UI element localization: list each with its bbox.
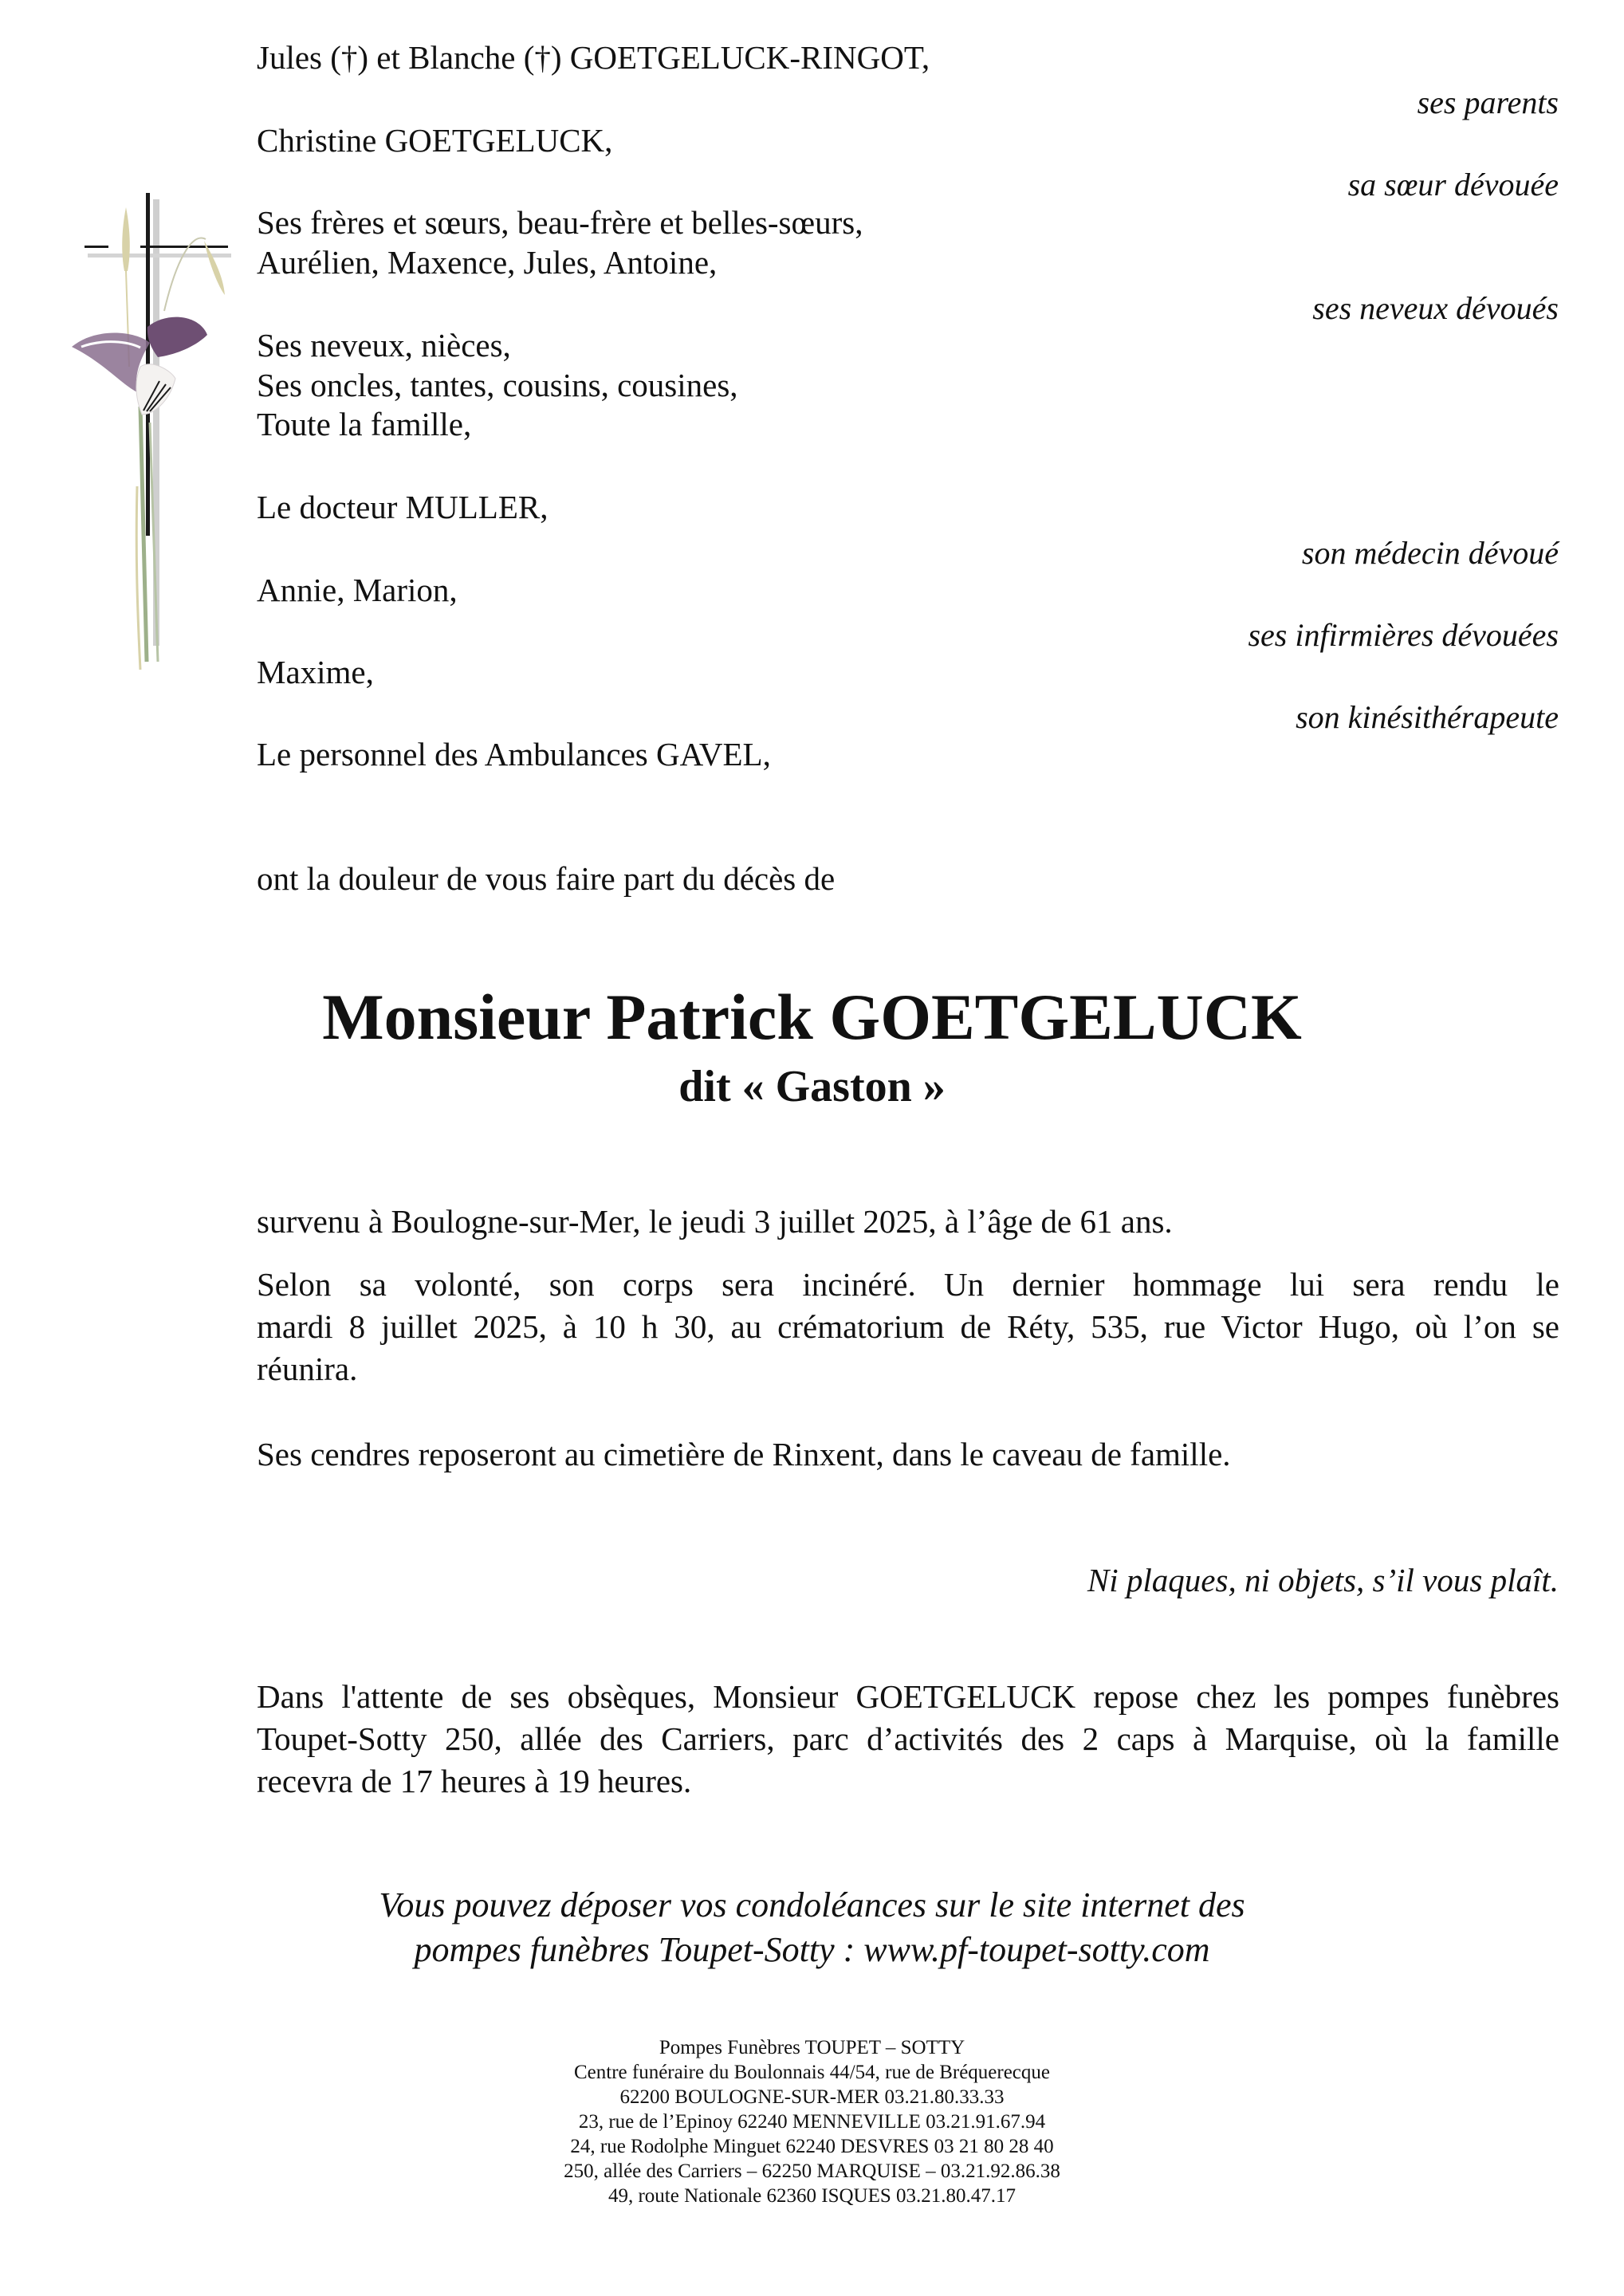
family-line-ambulances: Le personnel des Ambulances GAVEL, <box>257 736 771 773</box>
lily-stem <box>140 407 147 662</box>
cross-horizontal-left <box>85 246 108 248</box>
footer-line: 62200 BOULOGNE-SUR-MER 03.21.80.33.33 <box>619 2086 1005 2108</box>
deceased-name: Monsieur Patrick GOETGELUCK <box>322 981 1302 1053</box>
footer-line: Centre funéraire du Boulonnais 44/54, rue de Bréquerecque <box>573 2062 1050 2083</box>
condolences-line-1: Vous pouvez déposer vos condoléances sur le site internet des <box>379 1885 1245 1924</box>
footer-line: 23, rue de l’Epinoy 62240 MENNEVILLE 03.21.91.67.94 <box>578 2111 1046 2133</box>
relation-physio: son kinésithérapeute <box>1296 699 1559 735</box>
ashes-text: Ses cendres reposeront au cimetière de Rinxent, dans le caveau de famille. <box>257 1436 1231 1472</box>
repose-paragraph <box>257 1676 1559 1803</box>
ceremony-paragraph <box>257 1264 1559 1390</box>
footer-line: 49, route Nationale 62360 ISQUES 03.21.80.47.17 <box>608 2185 1016 2207</box>
relation-doctor: son médecin dévoué <box>1301 535 1559 571</box>
cross-lily-illustration <box>64 183 239 678</box>
family-line-whole-family: Toute la famille, <box>257 406 472 442</box>
family-line-doctor: Le docteur MULLER, <box>257 489 549 525</box>
wheat-right-icon <box>204 241 225 295</box>
family-line-uncles-aunts: Ses oncles, tantes, cousins, cousines, <box>257 367 738 403</box>
ceremony-line: mardi 8 juillet 2025, à 10 h 30, au crématorium de Réty, 535, rue Victor Hugo, où l’on se <box>257 1308 1559 1345</box>
lily-top-icon <box>147 317 207 357</box>
funeral-home-footer <box>0 2035 1624 2208</box>
footer-line: Pompes Funèbres TOUPET – SOTTY <box>659 2037 965 2058</box>
ceremony-line: réunira. <box>257 1350 358 1387</box>
ceremony-line: Selon sa volonté, son corps sera incinéré. Un dernier hommage lui sera rendu le <box>257 1266 1559 1303</box>
wheat-left-icon <box>122 207 130 271</box>
death-details: survenu à Boulogne-sur-Mer, le jeudi 3 juillet 2025, à l’âge de 61 ans. <box>257 1203 1173 1240</box>
wheat-lower-stem <box>136 486 140 670</box>
family-line-nurses: Annie, Marion, <box>257 572 458 608</box>
family-line-nephews-names: Aurélien, Maxence, Jules, Antoine, <box>257 244 718 281</box>
no-flowers-request: Ni plaques, ni objets, s’il vous plaît. <box>1087 1562 1559 1598</box>
family-line-parents: Jules (†) et Blanche (†) GOETGELUCK-RINGOT, <box>257 39 930 76</box>
repose-line: Dans l'attente de ses obsèques, Monsieur GOETGELUCK repose chez les pompes funèbres <box>257 1678 1559 1715</box>
relation-nephews: ses neveux dévoués <box>1312 290 1559 326</box>
announcement-text: ont la douleur de vous faire part du décès de <box>257 860 836 897</box>
repose-line: recevra de 17 heures à 19 heures. <box>257 1763 692 1799</box>
deceased-nickname: dit « Gaston » <box>678 1062 946 1111</box>
wheat-right-stem <box>164 238 206 311</box>
condolences-line-2: pompes funèbres Toupet-Sotty : www.pf-toupet-sotty.com <box>414 1930 1210 1969</box>
family-line-sister: Christine GOETGELUCK, <box>257 122 613 159</box>
relation-sister: sa sœur dévouée <box>1347 167 1559 202</box>
footer-line: 250, allée des Carriers – 62250 MARQUISE – 03.21.92.86.38 <box>564 2160 1060 2182</box>
family-line-siblings: Ses frères et sœurs, beau-frère et belles-sœurs, <box>257 204 863 241</box>
relation-parents: ses parents <box>1417 85 1559 120</box>
relation-nurses: ses infirmières dévouées <box>1248 617 1559 653</box>
footer-line: 24, rue Rodolphe Minguet 62240 DESVRES 03 21 80 28 40 <box>570 2136 1054 2157</box>
cross-horizontal-right <box>140 246 228 248</box>
repose-line: Toupet-Sotty 250, allée des Carriers, parc d’activités des 2 caps à Marquise, où la famille <box>257 1720 1559 1757</box>
family-line-physio: Maxime, <box>257 654 374 690</box>
family-line-nephews-nieces: Ses neveux, nièces, <box>257 327 511 364</box>
